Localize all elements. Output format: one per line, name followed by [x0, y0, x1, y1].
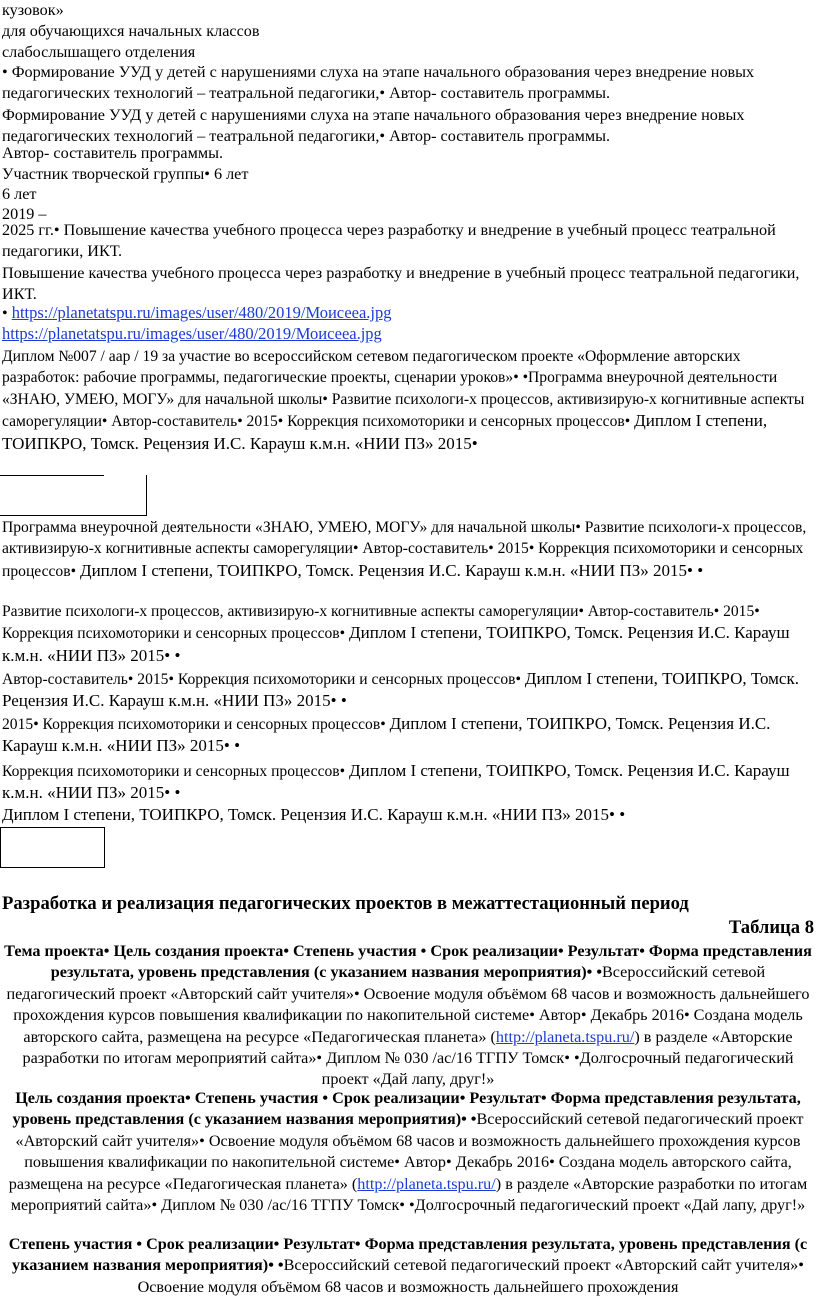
text-paragraph	[2, 517, 814, 582]
section-heading: Разработка и реализация педагогических проектов в межаттестационный период	[2, 893, 689, 914]
text-paragraph	[2, 668, 814, 713]
text-paragraph	[2, 713, 814, 758]
divider	[0, 515, 146, 516]
table-header-text: Тема проекта• Цель создания проекта• Степень участия • Срок реализации• Результат• Форма представления результата, уровень представления (с указанием названия мероприятия)• •	[4, 942, 812, 982]
diploma-text: Диплом I степени, ТОИПКРО, Томск. Рецензия И.С. Карауш к.м.н. «НИИ ПЗ» 2015•	[2, 411, 768, 453]
text-paragraph: 2025 гг.• Повышение качества учебного процесса через разработку и внедрение в учебный процесс театральной педагогики, ИКТ.	[2, 221, 776, 261]
photo-link[interactable]: https://planetatspu.ru/images/user/480/2019/Моисеea.jpg	[11, 303, 392, 322]
planeta-link[interactable]: http://planeta.tspu.ru/	[495, 1027, 635, 1046]
table-caption: Таблица 8	[728, 917, 814, 938]
table-flow-block	[2, 1088, 814, 1216]
program-text: Коррекция психомоторики и сенсорных процессов•	[2, 763, 346, 780]
project-text: Всероссийский сетевой педагогический проект «Авторский сайт учителя»• Освоение модуля объёмом 68 часов и возможность дальнейшего прохождения	[137, 1256, 804, 1296]
text-paragraph	[2, 601, 814, 667]
diploma-text: Диплом I степени, ТОИПКРО, Томск. Рецензия И.С. Карауш к.м.н. «НИИ ПЗ» 2015• •	[79, 560, 704, 580]
photo-link[interactable]: https://planetatspu.ru/images/user/480/2019/Моисеea.jpg	[2, 324, 382, 343]
planeta-link[interactable]: http://planeta.tspu.ru/	[357, 1174, 496, 1193]
table-header-text: Степень участия • Срок реализации• Результат• Форма представления результата, уровень представления (с указанием названия мероприятия)• •	[8, 1235, 808, 1275]
diploma-text: Диплом I степени, ТОИПКРО, Томск. Рецензия И.С. Карауш к.м.н. «НИИ ПЗ» 2015• •	[2, 761, 790, 803]
program-text: Программа внеурочной деятельности «ЗНАЮ, УМЕЮ, МОГУ» для начальной школы• Развитие психологи-х процессов, активизирую-х когнитивные аспекты саморегуляции• Автор-составитель• 2015• Коррекция психомоторики и сенсорных процессов•	[2, 519, 807, 580]
diploma-text: Диплом I степени, ТОИПКРО, Томск. Рецензия И.С. Карауш к.м.н. «НИИ ПЗ» 2015• •	[2, 623, 790, 665]
diploma-text: Диплом I степени, ТОИПКРО, Томск. Рецензия И.С. Карауш к.м.н. «НИИ ПЗ» 2015• •	[2, 669, 799, 711]
text-line: 2019 –	[2, 205, 47, 223]
table-header-text: Цель создания проекта• Степень участия • Срок реализации• Результат• Форма представления результата, уровень представления (с указанием названия мероприятия)• •	[12, 1089, 801, 1129]
project-text: ) в разделе «Авторские разработки по итогам мероприятий сайта»• Диплом № 030 /ас/16 ТГПУ Томск• •Долгосрочный педагогический проект «Дай лапу, друг!»	[22, 1027, 794, 1089]
text-paragraph: Формирование УУД у детей с нарушениями слуха на этапе начального образования через внедрение новых педагогических технологий – театральной педагогики,• Автор- составитель программы.	[2, 106, 745, 146]
program-text: 2015• Коррекция психомоторики и сенсорных процессов•	[2, 716, 386, 733]
text-paragraph: Повышение качества учебного процесса через разработку и внедрение в учебный процесс театральной педагогики, ИКТ.	[2, 264, 800, 304]
link-line	[2, 302, 814, 324]
bullet: •	[2, 304, 8, 322]
text-line: слабослышащего отделения	[2, 43, 196, 61]
program-text: Автор-составитель• 2015• Коррекция психомоторики и сенсорных процессов•	[2, 671, 521, 688]
program-text: Развитие психологи-х процессов, активизирую-х когнитивные аспекты саморегуляции• Автор-составитель• 2015• Коррекция психомоторики и сенсорных процессов•	[2, 603, 760, 643]
text-paragraph	[2, 760, 814, 805]
text-line: Участник творческой группы• 6 лет	[2, 165, 249, 183]
divider	[146, 475, 147, 516]
project-text: Всероссийский сетевой педагогический проект «Авторский сайт учителя»• Освоение модуля объёмом 68 часов и возможность дальнейшего прохождения курсов повышения квалификации по накопительной системе• Автор• Декабрь 2016• Создана модель авторского сайта, размещена на ресурсе «Педагогическая планета» (	[6, 963, 810, 1046]
project-text: Всероссийский сетевой педагогический проект «Авторский сайт учителя»• Освоение модуля объёмом 68 часов и возможность дальнейшего прохождения курсов повышения квалификации по накопительной системе• Автор• Декабрь 2016• Создана модель авторского сайта, размещена на ресурсе «Педагогическая планета» (	[8, 1110, 804, 1193]
text-paragraph	[2, 346, 814, 455]
divider	[0, 475, 104, 476]
table-flow-block	[2, 941, 814, 1091]
empty-table-cell	[0, 827, 105, 868]
text-line: Автор- составитель программы.	[2, 144, 223, 162]
program-text: Диплом №007 / аар / 19 за участие во всероссийском сетевом педагогическом проекте «Оформление авторских разработок: рабочие программы, педагогические проекты, сценарии уроков»• •Программа внеурочной деятельности «ЗНАЮ, УМЕЮ, МОГУ» для начальной школы• Развитие психологи-х процессов, активизирую-х когнитивные аспекты саморегуляции• Автор-составитель• 2015• Коррекция психомоторики и сенсорных процессов•	[2, 348, 805, 431]
diploma-text: Диплом I степени, ТОИПКРО, Томск. Рецензия И.С. Карауш к.м.н. «НИИ ПЗ» 2015• •	[2, 805, 626, 824]
diploma-text: Диплом I степени, ТОИПКРО, Томск. Рецензия И.С. Карауш к.м.н. «НИИ ПЗ» 2015• •	[2, 714, 771, 756]
text-paragraph	[2, 804, 814, 826]
text-line: для обучающихся начальных классов	[2, 22, 260, 40]
table-flow-block	[2, 1234, 814, 1298]
text-line: кузовок»	[2, 1, 64, 19]
text-paragraph: • Формирование УУД у детей с нарушениями слуха на этапе начального образования через внедрение новых педагогических технологий – театральной педагогики,• Автор- составитель программы.	[2, 63, 755, 103]
project-text: ) в разделе «Авторские разработки по итогам мероприятий сайта»• Диплом № 030 /ас/16 ТГПУ Томск• •Долгосрочный педагогический проект «Дай лапу, друг!»	[10, 1174, 808, 1215]
text-line: 6 лет	[2, 185, 37, 203]
link-line	[2, 323, 814, 345]
